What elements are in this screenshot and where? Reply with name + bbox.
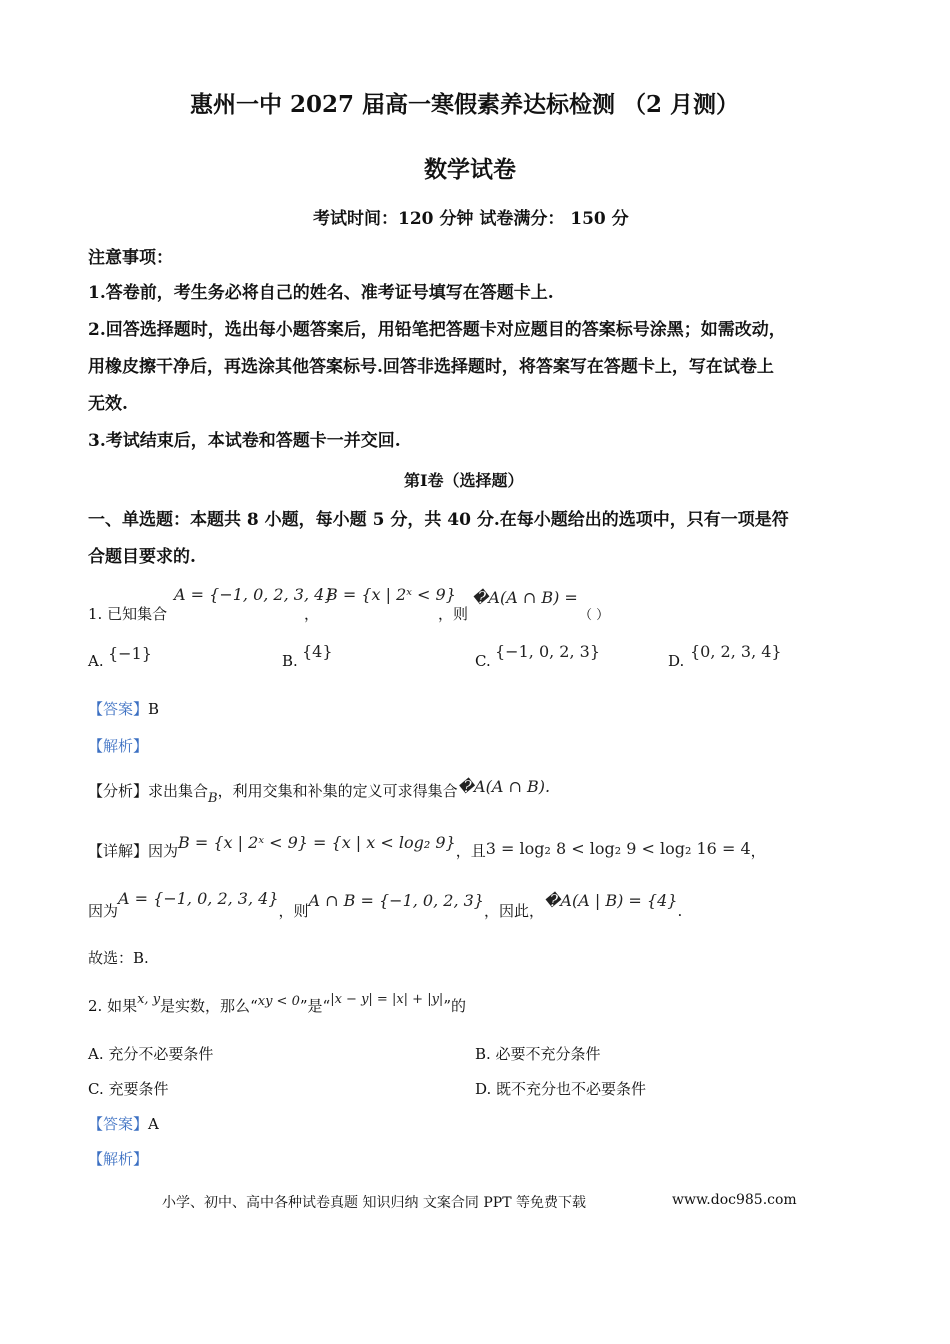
line2-expr-2: A ∩ B = {−1, 0, 2, 3} — [308, 891, 484, 910]
q1-conclusion: 故选：B. — [88, 949, 149, 967]
analysis-expr: �A(A ∩ B). — [457, 777, 551, 796]
q1-detail — [88, 833, 766, 861]
q1-option-b-label: B. — [282, 652, 298, 670]
q2-vars: x, y — [137, 992, 161, 1007]
line2-text-2: ，则 — [278, 902, 309, 920]
q1-option-d: {0, 2, 3, 4} — [690, 642, 782, 661]
notice-item-2-line1: 2.回答选择题时，选出每小题答案后，用铅笔把答题卡对应题目的答案标号涂黑；如需改动， — [88, 320, 786, 340]
q2-lead: 2. 如果 — [88, 997, 138, 1015]
notice-item-2-line3: 无效. — [88, 394, 128, 414]
volume-title: 第Ⅰ卷（选择题） — [404, 471, 524, 490]
q2-quote-close-1: ” — [299, 997, 308, 1015]
q1-option-c: {−1, 0, 2, 3} — [495, 642, 600, 661]
detail-text-2: ，且 — [455, 842, 486, 860]
detail-expr-2: 3 = log₂ 8 < log₂ 9 < log₂ 16 = 4 — [485, 839, 751, 858]
q2-option-c: C. 充要条件 — [88, 1080, 169, 1098]
q2-option-a: A. 充分不必要条件 — [88, 1045, 214, 1063]
q2-quote-close-2: ” — [443, 997, 451, 1015]
q2-cond-2: |x − y| = |x| + |y| — [330, 992, 444, 1007]
line2-text-1: 因为 — [88, 902, 119, 920]
q2-option-b: B. 必要不充分条件 — [475, 1045, 601, 1063]
page-subtitle: 数学试卷 — [424, 156, 516, 183]
notice-item-1: 1.答卷前，考生务必将自己的姓名、准考证号填写在答题卡上. — [88, 283, 554, 303]
answer-tag: 【答案】 — [88, 700, 149, 718]
footer-text: 小学、初中、高中各种试卷真题 知识归纳 文案合同 PPT 等免费下载 — [162, 1195, 586, 1211]
q1-lead: 1. 已知集合 — [88, 605, 168, 623]
q1-expr: �A(A ∩ B) = — [472, 588, 578, 607]
detail-text-1: 因为 — [148, 842, 179, 860]
q2-explain-tag: 【解析】 — [88, 1150, 149, 1168]
line2-expr-3: �A(A | B) = {4} — [544, 891, 678, 910]
line2-expr-1: A = {−1, 0, 2, 3, 4} — [118, 889, 279, 908]
q1-blank: （ ） — [579, 608, 610, 623]
exam-info: 考试时间：120 分钟 试卷满分： 150 分 — [313, 209, 629, 229]
q1-comma: ， — [304, 605, 320, 623]
detail-tag: 【详解】 — [88, 842, 149, 860]
analysis-text-2: ，利用交集和补集的定义可求得集合 — [217, 782, 458, 800]
q1-detail-line2 — [88, 889, 683, 921]
analysis-tag: 【分析】 — [88, 782, 149, 800]
notice-item-2-line2: 用橡皮擦干净后，再选涂其他答案标号.回答非选择题时，将答案写在答题卡上，写在试卷上 — [88, 357, 774, 377]
q2-answer — [88, 1113, 159, 1134]
q1-option-c-label: C. — [475, 652, 491, 670]
detail-expr-1: B = {x | 2ˣ < 9} = {x | x < log₂ 9} — [178, 833, 456, 852]
analysis-set-b: B — [208, 791, 218, 806]
q1-analysis — [88, 777, 551, 806]
line2-end: . — [677, 902, 683, 920]
analysis-text-1: 求出集合 — [148, 782, 209, 800]
q2-de: 的 — [450, 997, 466, 1015]
q1-set-a: A = {−1, 0, 2, 3, 4} — [174, 585, 335, 604]
q2-is: 是 — [307, 997, 323, 1015]
q2-answer-value: A — [148, 1115, 159, 1133]
answer-value: B — [148, 700, 160, 718]
q2-stem — [88, 992, 466, 1016]
q1-option-b: {4} — [302, 642, 333, 661]
q1-option-a: {−1} — [108, 644, 152, 663]
q1-answer — [88, 698, 159, 719]
footer-url[interactable]: www.doc985.com — [672, 1192, 797, 1208]
part-heading-line1: 一、单选题：本题共 8 小题，每小题 5 分，共 40 分.在每小题给出的选项中，只有一项是符 — [88, 510, 789, 530]
notice-item-3: 3.考试结束后，本试卷和答题卡一并交回. — [88, 431, 401, 451]
q2-option-d: D. 既不充分也不必要条件 — [475, 1080, 647, 1098]
q1-then: ，则 — [438, 605, 469, 623]
notice-heading: 注意事项： — [88, 248, 173, 268]
q1-option-a-label: A. — [88, 652, 104, 670]
q2-quote-open-2: “ — [322, 997, 331, 1015]
q1-option-d-label: D. — [668, 652, 685, 670]
q2-text-1: 是实数，那么 — [160, 997, 251, 1015]
q1-set-b: B = {x | 2ˣ < 9} — [326, 585, 456, 604]
q1-explain-tag: 【解析】 — [88, 737, 149, 755]
part-heading-line2: 合题目要求的. — [88, 547, 196, 567]
q2-cond-1: xy < 0 — [257, 994, 300, 1009]
q2-quote-open-1: “ — [250, 997, 258, 1015]
line2-text-3: ，因此， — [483, 902, 544, 920]
q2-answer-tag: 【答案】 — [88, 1115, 149, 1133]
detail-end: ， — [750, 842, 766, 860]
page-title: 惠州一中 2027 届高一寒假素养达标检测 （2 月测） — [190, 91, 740, 118]
